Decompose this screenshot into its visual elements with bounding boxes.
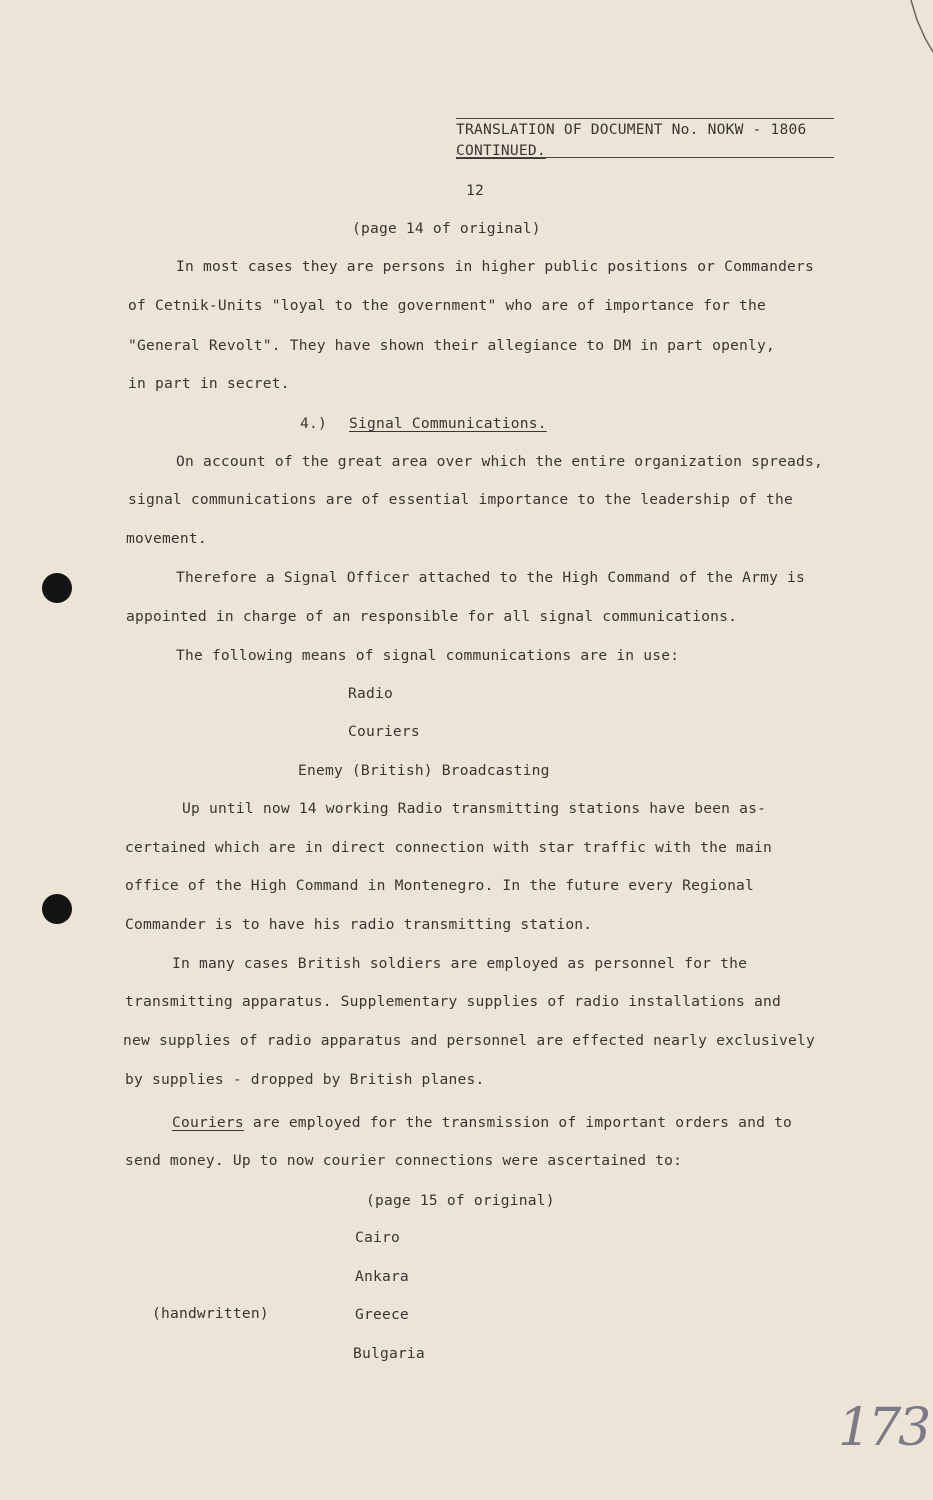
paragraph6-line2: transmitting apparatus. Supplementary supplies of radio installations and xyxy=(125,993,781,1010)
paragraph1-line2: of Cetnik-Units "loyal to the government" who are of importance for the xyxy=(128,297,767,314)
couriers-underlined: Couriers xyxy=(172,1114,244,1131)
paragraph1-line1: In most cases they are persons in higher public positions or Commanders xyxy=(176,258,815,275)
paragraph7-line1-rest: are employed for the transmission of important orders and to xyxy=(243,1114,793,1131)
handwritten-page-number: 173 xyxy=(838,1398,929,1458)
torn-corner-mark xyxy=(903,0,933,60)
courier-item-ankara: Ankara xyxy=(355,1268,409,1285)
paragraph2-line2: signal communications are of essential importance to the leadership of the xyxy=(128,491,793,508)
page-reference-15: (page 15 of original) xyxy=(366,1192,555,1209)
paragraph6-line4: by supplies - dropped by British planes. xyxy=(125,1071,485,1088)
handwritten-note: (handwritten) xyxy=(152,1305,269,1322)
header-continued: CONTINUED. xyxy=(456,142,546,159)
means-item-couriers: Couriers xyxy=(348,723,420,740)
paragraph2-line1: On account of the great area over which the entire organization spreads, xyxy=(176,453,824,470)
paragraph1-line4: in part in secret. xyxy=(128,375,290,392)
paragraph3-line1: Therefore a Signal Officer attached to the High Command of the Army is xyxy=(176,569,806,586)
paragraph7-line1 xyxy=(172,1114,792,1131)
header-bottom-rule xyxy=(456,157,834,158)
paragraph6-line1: In many cases British soldiers are employed as personnel for the xyxy=(172,955,748,972)
paragraph3-line2: appointed in charge of an responsible for all signal communications. xyxy=(126,608,738,625)
header-top-rule xyxy=(456,118,834,119)
paragraph5-line3: office of the High Command in Montenegro. In the future every Regional xyxy=(125,877,755,894)
punch-hole-lower xyxy=(42,894,72,924)
paragraph2-line3: movement. xyxy=(126,530,207,547)
page-reference-14: (page 14 of original) xyxy=(352,220,541,237)
paragraph5-line4: Commander is to have his radio transmitting station. xyxy=(125,916,593,933)
punch-hole-upper xyxy=(42,573,72,603)
courier-item-bulgaria: Bulgaria xyxy=(353,1345,425,1362)
section4-title: Signal Communications. xyxy=(349,415,547,432)
courier-item-cairo: Cairo xyxy=(355,1229,400,1246)
paragraph5-line1: Up until now 14 working Radio transmitting stations have been as- xyxy=(182,800,767,817)
paragraph1-line3: "General Revolt". They have shown their allegiance to DM in part openly, xyxy=(128,337,776,354)
paragraph4: The following means of signal communications are in use: xyxy=(176,647,680,664)
paragraph5-line2: certained which are in direct connection with star traffic with the main xyxy=(125,839,773,856)
page-number: 12 xyxy=(466,182,484,199)
courier-item-greece: Greece xyxy=(355,1306,409,1323)
means-item-radio: Radio xyxy=(348,685,393,702)
header-title: TRANSLATION OF DOCUMENT No. NOKW - 1806 xyxy=(456,121,807,138)
paragraph6-line3: new supplies of radio apparatus and personnel are effected nearly exclusively xyxy=(123,1032,815,1049)
paragraph7-line2: send money. Up to now courier connections were ascertained to: xyxy=(125,1152,683,1169)
means-item-broadcasting: Enemy (British) Broadcasting xyxy=(298,762,550,779)
section4-number: 4.) xyxy=(300,415,327,432)
